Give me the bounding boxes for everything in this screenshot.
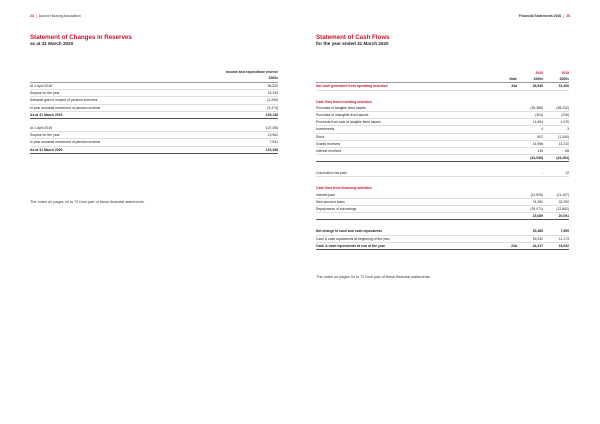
cashflow-value-2019: (1,440): [558, 134, 569, 139]
cashflow-value-2020: (34,036): [530, 156, 543, 161]
cashflow-row-label: Proceeds from sale of tangible fixed assets: [316, 120, 381, 125]
cashflow-row: [316, 213, 569, 220]
reserves-row-label: At 1 April 2019: [30, 125, 53, 130]
reserves-row-value: 107,398: [265, 125, 278, 130]
cashflow-row: [316, 236, 569, 243]
right-page-header: [519, 14, 570, 18]
cashflow-table: [316, 70, 569, 250]
cashflow-row-label: Grants received: [316, 141, 340, 146]
cashflow-value-2019: 12: [565, 171, 569, 176]
cashflow-value-2019: 18,932: [558, 243, 569, 248]
reserves-title: Statement of Changes in Reserves: [30, 34, 132, 41]
reserves-row: [30, 147, 278, 154]
reserves-row-value: 7,941: [269, 140, 278, 145]
reserves-row: [30, 97, 278, 104]
cashflow-unit-2020: £000s: [533, 77, 543, 82]
cashflow-row: [316, 141, 569, 148]
cashflow-row-label: Interest paid: [316, 192, 335, 197]
cashflow-value-2020: 14,956: [532, 141, 543, 146]
reserves-row-value: (3,250): [267, 98, 278, 103]
cashflow-value-2019: (38,232): [556, 105, 569, 110]
reserves-row-value: 105,138: [265, 112, 278, 117]
cashflow-row: [316, 155, 569, 162]
cashflow-row-note: [503, 134, 517, 140]
cashflow-rows: [316, 83, 569, 250]
reserves-row: [30, 105, 278, 112]
reserves-column-heading: Income and expenditure reserve: [225, 70, 278, 74]
cashflow-row-label: Cash & cash equivalents at beginning of the year: [316, 236, 390, 241]
cashflow-value-2020: (11,926): [530, 192, 543, 197]
reserves-row-label: Actuarial gain in respect of pension schemes: [30, 98, 98, 103]
cashflow-row: [316, 228, 569, 235]
cashflow-notes-reference: The notes on pages 44 to 72 form part of these financial statements.: [316, 275, 431, 279]
cashflow-row-note: [503, 236, 517, 242]
cashflow-subtitle: for the year ended 31 March 2020: [316, 41, 389, 46]
reserves-row-label: Surplus for the year: [30, 133, 60, 138]
cashflow-row-note: [503, 206, 517, 212]
cashflow-unit-2019: £000s: [559, 77, 569, 82]
cashflow-value-2020: (304): [535, 112, 543, 117]
right-header-title: Financial Statements 2020: [518, 14, 562, 18]
cashflow-row-note: [503, 213, 517, 219]
cashflow-value-2019: 1,076: [560, 120, 569, 125]
cashflow-row-label: Cash flow from investing activities: [316, 99, 372, 104]
cashflow-value-2020: 602: [537, 134, 543, 139]
cashflow-row: [316, 119, 569, 126]
cashflow-value-2019: 31,400: [558, 84, 569, 89]
reserves-row-value: 13,962: [267, 133, 278, 138]
cashflow-row: [316, 105, 569, 112]
cashflow-row-label: Cash flow from financing activities: [316, 186, 372, 191]
cashflow-row-note: [503, 105, 517, 111]
cashflow-value-2020: 139: [537, 148, 543, 153]
cashflow-row-note: [503, 148, 517, 154]
cashflow-value-2020: 44,417: [532, 243, 543, 248]
reserves-column-unit: £000s: [30, 76, 278, 83]
left-page-number: 24: [30, 14, 34, 18]
cashflow-value-2020: 4: [541, 127, 543, 132]
cashflow-value-2019: 3: [567, 127, 569, 132]
cashflow-row-label: Stock: [316, 134, 325, 139]
cashflow-row-label: Purchase of intangible fixed assets: [316, 112, 369, 117]
reserves-row-value: 15,333: [267, 91, 278, 96]
cashflow-value-2019: 14,210: [558, 141, 569, 146]
cashflow-value-2019: 11,173: [558, 236, 569, 241]
cashflow-row: [316, 170, 569, 177]
cashflow-row: [316, 243, 569, 250]
reserves-table: [30, 70, 278, 154]
cashflow-unit-header: [316, 76, 569, 83]
reserves-row-value: 96,529: [267, 84, 278, 88]
cashflow-row-label: Corporation tax paid: [316, 171, 347, 176]
cashflow-row-note: [503, 155, 517, 161]
cashflow-value-2020: 11,694: [532, 120, 543, 125]
cashflow-value-2019: (226): [561, 112, 569, 117]
reserves-row-label: In year actuarial movement of pension scheme: [30, 140, 101, 145]
cashflow-value-2020: 25,485: [532, 229, 543, 234]
cashflow-year-2019: 2019: [561, 71, 569, 75]
reserves-row-label: Surplus for the year: [30, 91, 60, 96]
row-gap: [316, 177, 569, 185]
cashflow-row: [316, 148, 569, 155]
cashflow-row-note: [503, 199, 517, 205]
cashflow-value-2020: 18,932: [532, 236, 543, 241]
cashflow-row: [316, 83, 569, 90]
cashflow-row-label: Interest received: [316, 148, 342, 153]
reserves-rows: [30, 83, 278, 154]
reserves-subtitle: as at 31 March 2020: [30, 41, 74, 46]
row-gap: [316, 91, 569, 99]
reserves-row: [30, 112, 278, 119]
cashflow-note-heading: Note: [509, 77, 517, 82]
cashflow-row-note: [503, 119, 517, 125]
cashflow-row-label: [316, 213, 503, 219]
cashflow-value-2019: 68: [565, 148, 569, 153]
cashflow-value-2020: (30,388): [530, 105, 543, 110]
reserves-row: [30, 90, 278, 97]
cashflow-row-label: Net change in cash and cash equivalents: [316, 229, 383, 234]
cashflow-value-2020: (29,071): [530, 207, 543, 211]
cashflow-row-label: Repayments of borrowings: [316, 207, 357, 211]
cashflow-row-note: 24b: [511, 243, 517, 248]
reserves-row-value: (3,474): [267, 105, 278, 110]
reserves-row-label: As at 31 March 2019: [30, 112, 63, 117]
reserves-notes-reference: The notes on pages 44 to 72 form part of these financial statements.: [30, 200, 145, 204]
reserves-row-label: At 1 April 2018: [30, 84, 53, 88]
reserves-row-label: As at 31 March 2020: [30, 147, 63, 152]
reserves-row-value: 123,398: [265, 147, 278, 152]
cashflow-row-label: Net cash generated from operating activities: [316, 84, 388, 89]
cashflow-row-note: [503, 228, 517, 234]
reserves-row: [30, 132, 278, 139]
cashflow-row: [316, 126, 569, 133]
cashflow-title: Statement of Cash Flows: [316, 34, 390, 41]
cashflow-row-note: [503, 141, 517, 147]
cashflow-row: [316, 199, 569, 206]
header-separator: |: [563, 14, 565, 18]
cashflow-row-label: Investments: [316, 127, 335, 132]
cashflow-value-2020: -: [541, 171, 543, 176]
reserves-row-label: In year actuarial movement of pension scheme: [30, 105, 101, 110]
cashflow-row: [316, 206, 569, 213]
cashflow-value-2020: 74,350: [532, 199, 543, 204]
reserves-row: [30, 125, 278, 132]
cashflow-row-note: 24a: [511, 84, 517, 89]
reserves-row: [30, 139, 278, 146]
left-page-header: [30, 14, 81, 18]
cashflow-value-2019: (12,862): [556, 207, 569, 211]
cashflow-row: [316, 134, 569, 141]
cashflow-year-2020: 2020: [535, 71, 543, 75]
cashflow-row-note: [503, 170, 517, 176]
cashflow-row: [316, 192, 569, 199]
cashflow-row-note: [503, 192, 517, 198]
cashflow-value-2019: (44,264): [556, 156, 569, 161]
right-page-number: 25: [566, 14, 570, 18]
cashflow-row-note: [503, 112, 517, 118]
cashflow-value-2019: 20,091: [558, 214, 569, 219]
cashflow-row-label: [316, 155, 503, 161]
row-gap: [316, 220, 569, 228]
cashflow-value-2020: 28,646: [532, 84, 543, 89]
cashflow-value-2020: 15,089: [532, 214, 543, 219]
cashflow-value-2019: (11,447): [556, 192, 569, 197]
cashflow-row-label: Cash & cash equivalents at end of the year: [316, 243, 385, 248]
cashflow-row-label: Purchase of tangible fixed assets: [316, 105, 366, 110]
cashflow-row-label: New secured loans: [316, 199, 345, 204]
reserves-row: [30, 83, 278, 90]
cashflow-value-2019: 32,250: [558, 199, 569, 204]
row-gap: [316, 162, 569, 170]
header-separator: |: [35, 14, 37, 18]
cashflow-row: [316, 112, 569, 119]
left-org-name: Accord Housing Association: [38, 14, 81, 18]
cashflow-row-note: [503, 126, 517, 132]
cashflow-value-2019: 7,859: [560, 229, 569, 234]
